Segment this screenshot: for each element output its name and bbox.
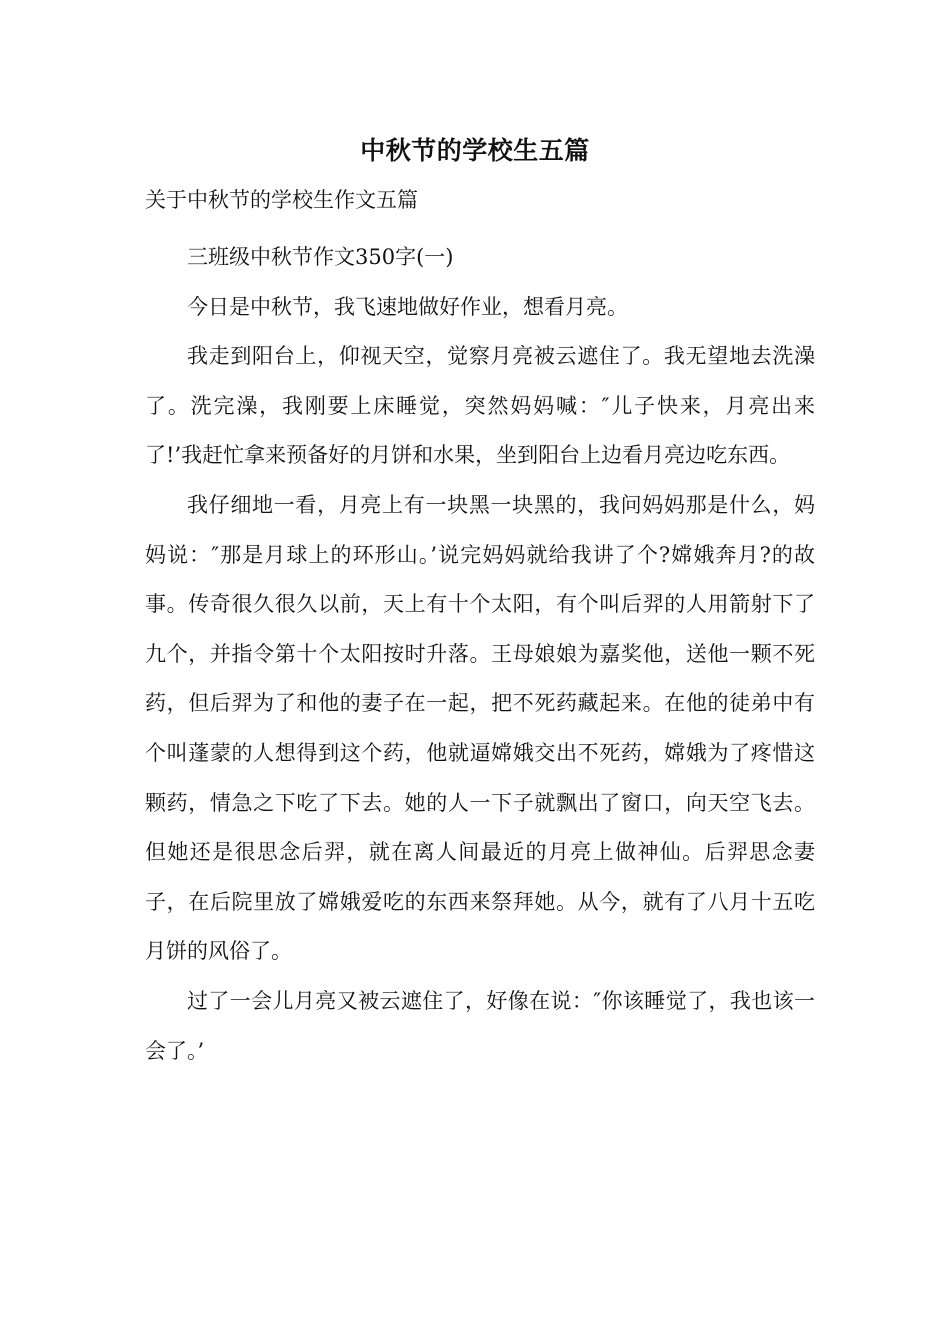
paragraph: 过了一会儿月亮又被云遮住了，好像在说：″你该睡觉了，我也该一会了。’ [145,988,815,1063]
document-title: 中秋节的学校生五篇 [360,136,590,165]
document-subtitle: 关于中秋节的学校生作文五篇 [145,188,418,212]
paragraph: 我走到阳台上，仰视天空，觉察月亮被云遮住了。我无望地去洗澡了。洗完澡，我刚要上床睡觉，突然妈妈喊：″儿子快来，月亮出来了!’我赶忙拿来预备好的月饼和水果，坐到阳台上边看月亮边吃东西。 [145,344,815,468]
paragraph-heading: 三班级中秋节作文350字(一) [187,245,454,269]
paragraph: 我仔细地一看，月亮上有一块黑一块黑的，我问妈妈那是什么，妈妈说：″那是月球上的环形山。’说完妈妈就给我讲了个?嫦娥奔月?的故事。传奇很久很久以前，天上有十个太阳，有个叫后羿的人用箭射下了九个，并指令第十个太阳按时升落。王母娘娘为嘉奖他，送他一颗不死药，但后羿为了和他的妻子在一起，把不死药藏起来。在他的徒弟中有个叫蓬蒙的人想得到这个药，他就逼嫦娥交出不死药，嫦娥为了疼惜这颗药，情急之下吃了下去。她的人一下子就飘出了窗口，向天空飞去。但她还是很思念后羿，就在离人间最近的月亮上做神仙。后羿思念妻子，在后院里放了嫦娥爱吃的东西来祭拜她。从今，就有了八月十五吃月饼的风俗了。 [145,492,815,964]
paragraph: 今日是中秋节，我飞速地做好作业，想看月亮。 [187,294,628,319]
document-body [145,233,815,1076]
